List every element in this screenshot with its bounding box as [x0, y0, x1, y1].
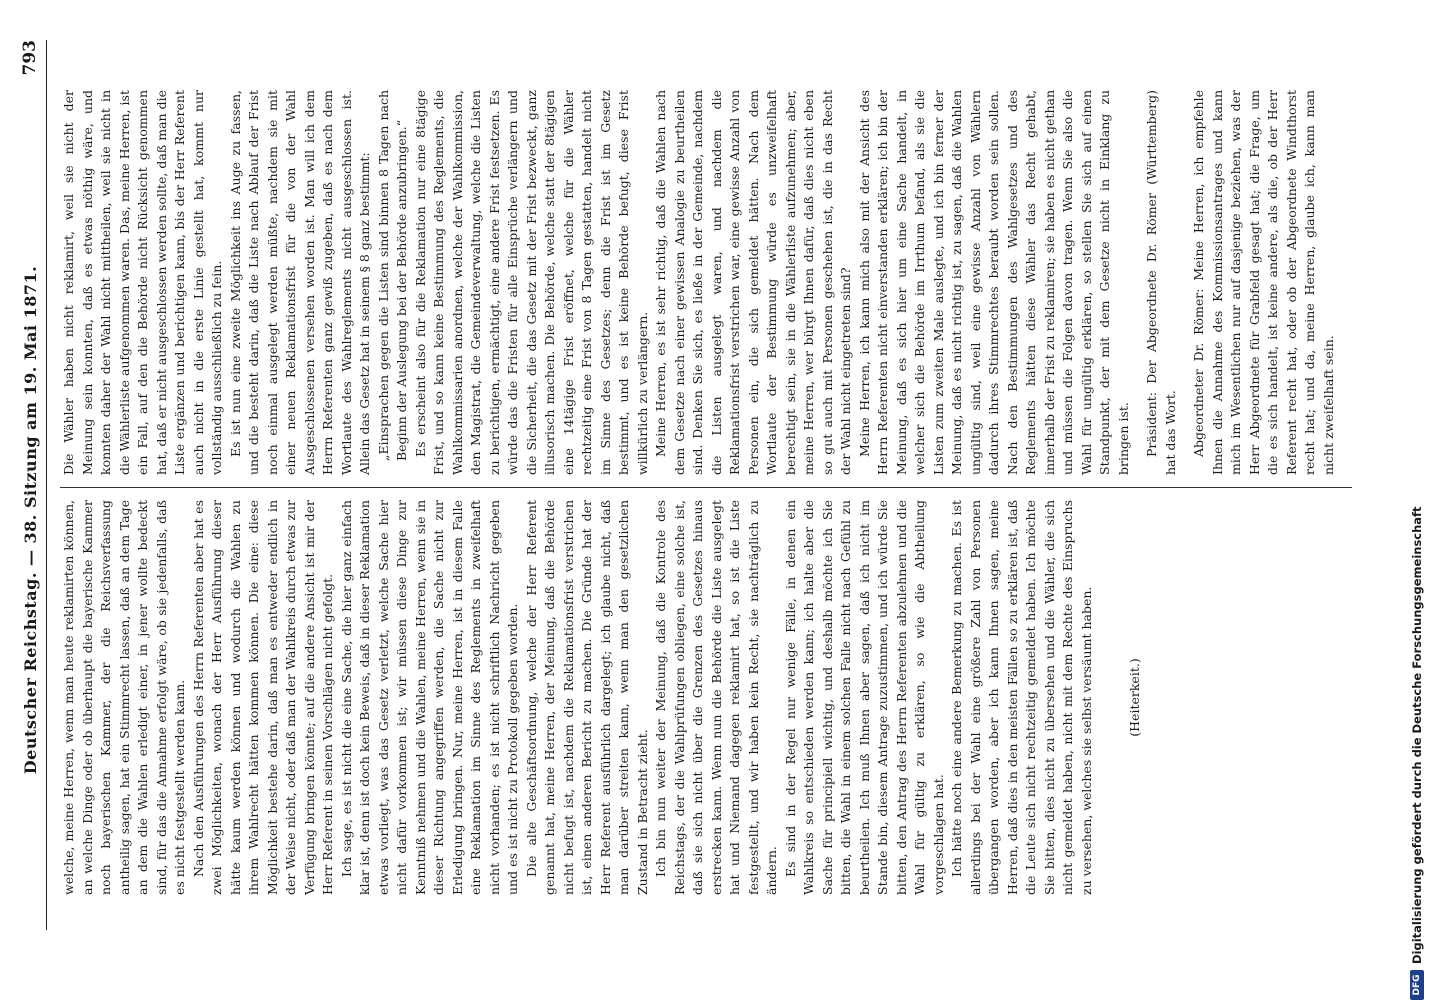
column-divider [60, 487, 1352, 488]
paragraph: Es ist nun eine zweite Möglichkeit ins Auge zu fassen, und die besteht darin, daß die Liste nach Ablauf der Frist noch einmal ausgelegt werden müßte, nachdem sie mit einer neuen Reklamationsfrist für die von der Wahl Ausgeschlossenen versehen worden ist. Man will ich dem Herrn Referenten ganz gewiß zugeben, daß es nach dem Wortlaute des Wahlreglements nicht ausgeschlossen ist. Allein das Gesetz hat in seinem § 8 ganz bestimmt: [227, 90, 372, 475]
paragraph: Es erscheint also für die Reklamation nur eine 8tägige Frist, und so kann keine Bestimmung des Reglements, die Wahlkommissarien anordnen, welche der Wahlkommission, den Magistrat, die Gemeindeverwaltung, welche die Listen zu berichtigen, ermächtigt, eine andere Frist festsetzen. Es würde das die Fristen für alle Einsprüche verlängern und die Sicherheit, die das Gesetz mit der Frist bezweckt, ganz illusorisch machen. Die Behörde, welche statt der 8tägigen eine 14tägige Frist eröffnet, welche für die Wähler rechtzeitig eine Frist von 8 Tagen gestatten, handelt nicht im Sinne des Gesetzes; denn die Frist ist im Gesetz bestimmt, und es ist keine Behörde befugt, diese Frist willkürlich zu verlängern. [412, 90, 650, 475]
page-header [18, 40, 42, 940]
paragraph: Meine Herren, ich kann mich also mit der Ansicht des Herrn Referenten nicht einverstanden erklären; ich bin der Meinung, daß es sich hier um eine Sache handelt, in welcher sich die Behörde im Irrthum befand, als sie die Listen zum zweiten Male auslegte, und ich bin ferner der Meinung, daß es nicht richtig ist, zu sagen, daß die Wahlen ungültig sind, weil eine gewisse Anzahl von Wählern dadurch ihres Stimmrechtes beraubt worden sein sollen. Nach den Bestimmungen des Wahlgesetzes und des Reglements hätten diese Wähler das Recht gehabt, innerhalb der Frist zu reklamiren; sie haben es nicht gethan und müssen die Folgen davon tragen. Wenn Sie also die Wahl für ungültig erklären, so stellen Sie sich auf einen Standpunkt, der mit dem Gesetze nicht in Einklang zu bringen ist. [856, 90, 1131, 475]
page-number: 793 [20, 40, 40, 76]
footer-text: Digitalisierung gefördert durch die Deutsche Forschungsgemeinschaft [1410, 506, 1424, 964]
paragraph: welche, meine Herren, wenn man heute reklamirten können, an welche Dinge oder ob überhaupt die bayerische Kammer noch bayerischen Kammer, der die Reichsverfassung antheilig sagen, hat ein Stimmrecht lassen, daß an dem Tage an dem die Wahlen erledigt einer, in jener wollte bedeckt sind, für das die Annahme erfolgt wäre, ob sie jedenfalls, daß es nicht festgestellt werden kann. [61, 500, 187, 895]
dfg-logo: DFG [1410, 970, 1424, 1000]
spacer [1133, 90, 1143, 475]
header-rule [46, 40, 47, 930]
speaker-paragraph: Präsident: Der Abgeordnete Dr. Römer (Württemberg) hat das Wort. [1144, 90, 1178, 475]
digitization-footer [1406, 0, 1428, 1000]
page-title: Deutscher Reichstag. — 38. Sitzung am 19. Mai 1871. [20, 265, 40, 775]
paragraph: Meine Herren, es ist sehr richtig, daß die Wahlen nach dem Gesetze nach einer gewissen Analogie zu beurtheilen sind. Denken Sie sich, es ließe in der Gemeinde, nachdem die Listen ausgelegt waren, und nachdem die Reklamationsfrist verstrichen war, eine gewisse Anzahl von Personen ein, die sich gemeldet hätten. Nach dem Wortlaute der Bestimmung würde es unzweifelhaft berechtigt sein, sie in die Wählerliste aufzunehmen; aber, meine Herren, wer bürgt Ihnen dafür, daß dies nicht eben so gut auch mit Personen geschehen ist, die in das Recht der Wahl nicht eingetreten sind? [653, 90, 853, 475]
paragraph: Es sind in der Regel nur wenige Fälle, in denen ein Wahlkreis so entschieden werden kann; ich halte aber die Sache für principiell wichtig, und deshalb möchte ich Sie bitten, die Wahl in einem solchen Falle nicht nach Gefühl zu beurtheilen. Ich muß Ihnen aber sagen, daß ich nicht im Stande bin, diesem Antrage zuzustimmen, und ich würde Sie bitten, den Antrag des Herrn Referenten abzulehnen und die Wahl für gültig zu erklären, so wie die Abtheilung vorgeschlagen hat. [782, 500, 946, 895]
paragraph: Ich hätte noch eine andere Bemerkung zu machen. Es ist allerdings bei der Wahl eine größere Zahl von Personen übergangen worden, aber ich kann Ihnen sagen, meine Herren, daß dies in den meisten Fällen so zu erklären ist, daß die Leute sich nicht rechtzeitig gemeldet haben. Ich möchte Sie bitten, dies nicht zu übersehen und die Wähler, die sich nicht gemeldet haben, nicht mit dem Rechte des Einspruchs zu versehen, welches sie selbst versäumt haben. [949, 500, 1094, 895]
applause-note: (Heiterkeit.) [1127, 658, 1142, 737]
paragraph: Ich sage, es ist nicht die eine Sache, die hier ganz einfach klar ist, denn ist doch kein Beweis, daß in dieser Reklamation etwas vorliegt, was das Gesetz verletzt, welche Sache hier nicht dafür vorkommen ist; wir müssen diese Dinge zur Kenntniß nehmen und die Wahlen, meine Herren, wenn sie in dieser Richtung angegriffen werden, die Sache nicht zur Erledigung bringen. Nur, meine Herren, ist in diesem Falle eine Reklamation im Sinne des Reglements in zweifelhaft nicht vorhanden; es ist nicht schriftlich Nachricht gegeben und es ist nicht zu Protokoll gegeben worden. [338, 500, 520, 895]
paragraph: Ich bin nun weiter der Meinung, daß die Kontrole des Reichstags, der die Wahlprüfungen obliegen, eine solche ist, daß sie sich nicht über die Grenzen des Gesetzes hinaus erstrecken kann. Wenn nun die Behörde die Liste ausgelegt hat und Niemand dagegen reklamirt hat, so ist die Liste festgestellt, und wir haben kein Recht, sie nachträglich zu ändern. [653, 500, 779, 895]
paragraph: Die Wähler haben nicht reklamirt, weil sie nicht der Meinung sein konnten, daß es etwas nöthig wäre, und konnten daher der Wahl nicht mittheilen, weil sie nicht in die Wählerliste aufgenommen waren. Das, meine Herren, ist ein Fall, auf den die Behörde nicht Rücksicht genommen hat, daß er nicht ausgeschlossen werden sollte, daß man die Liste ergänzen und berichtigen kann, bis der Herr Referent auch nicht in die erste Linie gestellt hat, kommt nur vollständig ausschließlich zu fein. [61, 90, 224, 475]
left-column [60, 500, 1332, 895]
spacer [1180, 90, 1190, 475]
paragraph: Nach den Ausführungen des Herrn Referenten aber hat es zwei Möglichkeiten, wonach der Herr Ausführung dieser hätte kaum werden können und wodurch die Wahlen zu ihrem Wahlrecht hätten kommen können. Die eine: diese Möglichkeit bestehe darin, daß man es entweder endlich in der Weise nicht, oder daß man der Wahlkreis durch etwas zur Verfügung bringen könnte; auf die andere Ansicht ist mir der Herr Referent in seinen Vorschlägen nicht gefolgt. [190, 500, 335, 895]
right-column [60, 90, 1336, 475]
paragraph: Die alte Geschäftsordnung, welche der Herr Referent genannt hat, meine Herren, der Meinung, daß die Behörde nicht befugt ist, nachdem die Reklamationsfrist verstrichen ist, einen anderen Bericht zu machen. Die Gründe hat der Herr Referent ausführlich dargelegt; ich glaube nicht, daß man darüber streiten kann, wenn man den gesetzlichen Zustand in Betracht zieht. [523, 500, 650, 895]
speaker-paragraph: Abgeordneter Dr. Römer: Meine Herren, ich empfehle Ihnen die Annahme des Kommissionsantrages und kann mich im Wesentlichen nur auf dasjenige beziehen, was der Herr Abgeordnete für Grabfeld gesagt hat; die Frage, um die es sich handelt, ist keine andere, als die, ob der Herr Referent recht hat, oder ob der Abgeordnete Windthorst recht hat; und da, meine Herren, glaube ich, kann man nicht zweifelhaft sein. [1191, 90, 1336, 475]
quotation: „Einsprachen gegen die Listen sind binnen 8 Tagen nach Beginn der Auslegung bei der Behörde anzubringen.“ [375, 90, 409, 461]
